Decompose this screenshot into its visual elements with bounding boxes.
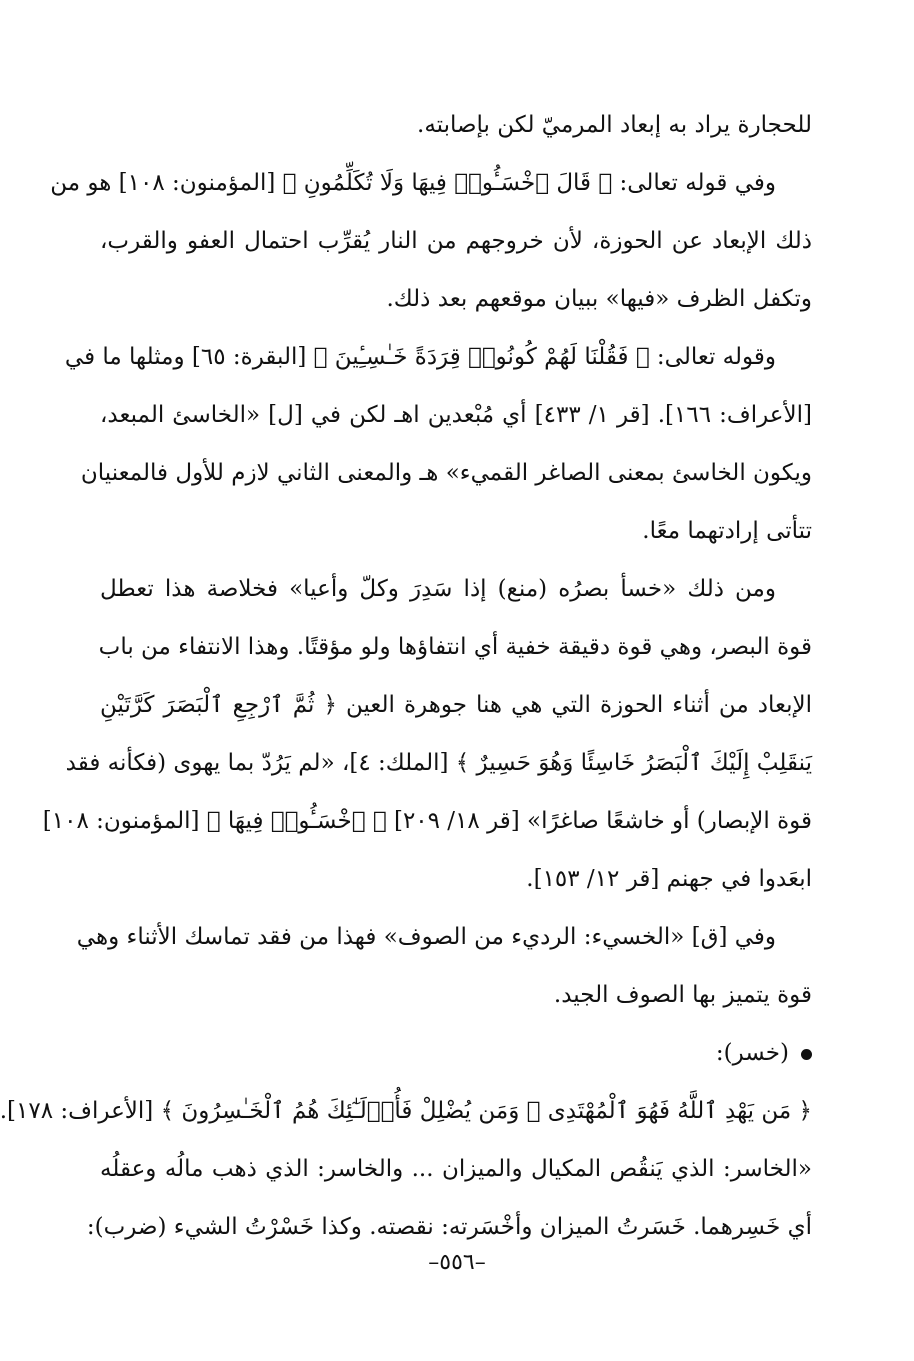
- paragraph-2: [50, 154, 812, 328]
- text-line: للحجارة يراد به إبعاد المرميّ لكن بإصابته.: [417, 112, 812, 138]
- text-line: قوة البصر، وهي قوة دقيقة خفية أي انتفاؤها ولو مؤقتًا. وهذا الانتفاء من باب: [98, 634, 812, 660]
- text-line: ابعَدوا في جهنم [قر ١٢/ ١٥٣].: [526, 866, 812, 892]
- paragraph-5: [76, 908, 812, 1024]
- paragraph-3: [64, 328, 813, 560]
- paragraph-6: [86, 1140, 812, 1256]
- text-line: وقوله تعالى: ﴿ فَقُلْنَا لَهُمْ كُونُوا۟ قِرَدَةً خَـٰسِـِٔينَ ﴾ [البقرة: ٦٥] ومثلها ما في: [64, 344, 776, 370]
- page-body: [0, 96, 813, 1256]
- section-heading-text: (خسر):: [715, 1040, 789, 1066]
- text-line: يَنقَلِبْ إِلَيْكَ ٱلْبَصَرُ خَاسِئًا وَهُوَ حَسِيرٌ ﴾ [الملك: ٤]، «لم يَرُدّ بما يهوى (فكأنه فقد: [65, 750, 812, 776]
- paragraph-4: [42, 560, 812, 908]
- text-line: قوة الإبصار) أو خاشعًا صاغرًا» [قر ١٨/ ٢٠٩] ﴿ ٱخْسَـُٔوا۟ فِيهَا ﴾ [المؤمنون: ١٠٨]: [42, 808, 812, 834]
- paragraph-1: [100, 96, 812, 154]
- text-line: قوة يتميز بها الصوف الجيد.: [553, 982, 812, 1008]
- text-line: «الخاسر: الذي يَنقُص المكيال والميزان ... والخاسر: الذي ذهب مالُه وعقلُه: [100, 1156, 812, 1182]
- text-line: ذلك الإبعاد عن الحوزة، لأن خروجهم من النار يُقرِّب احتمال العفو والقرب،: [100, 228, 812, 254]
- text-line: أي خَسِرهما. خَسَرتُ الميزان وأخْسَرته: نقصته. وكذا خَسْرْتُ الشيء (ضرب):: [86, 1214, 812, 1240]
- text-line: ومن ذلك «خسأ بصرُه (منع) إذا سَدِرَ وكلّ وأعيا» فخلاصة هذا تعطل: [100, 576, 776, 602]
- verse-line: ﴿ مَن يَهْدِ ٱللَّهُ فَهُوَ ٱلْمُهْتَدِى ۖ وَمَن يُضْلِلْ فَأُو۟لَـٰٓئِكَ هُمُ ٱلْخَـٰسِرُونَ ﴾ [الأعراف: ١٧٨].: [0, 1098, 812, 1124]
- text-line: تتأتى إرادتهما معًا.: [642, 518, 812, 544]
- bullet-icon: [801, 1049, 812, 1060]
- text-line: وتكفل الظرف «فيها» ببيان موقعهم بعد ذلك.: [386, 286, 812, 312]
- text-line: وفي قوله تعالى: ﴿ قَالَ ٱخْسَـُٔوا۟ فِيهَا وَلَا تُكَلِّمُونِ ﴾ [المؤمنون: ١٠٨] هو من: [50, 170, 776, 196]
- text-line: وفي [ق] «الخسيء: الرديء من الصوف» فهذا من فقد تماسك الأثناء وهي: [76, 924, 776, 950]
- page-number: –٥٥٦–: [428, 1250, 486, 1275]
- text-line: ويكون الخاسئ بمعنى الصاغر القميء» هـ والمعنى الثاني لازم للأول فالمعنيان: [80, 460, 812, 486]
- section-heading: [100, 1024, 812, 1082]
- text-line: [الأعراف: ١٦٦]. [قر ١/ ٤٣٣] أي مُبْعدين اهـ لكن في [ل] «الخاسئ المبعد،: [100, 402, 813, 428]
- text-line: الإبعاد من أثناء الحوزة التي هي هنا جوهرة العين ﴿ ثُمَّ ٱرْجِعِ ٱلْبَصَرَ كَرَّتَيْنِ: [100, 692, 812, 718]
